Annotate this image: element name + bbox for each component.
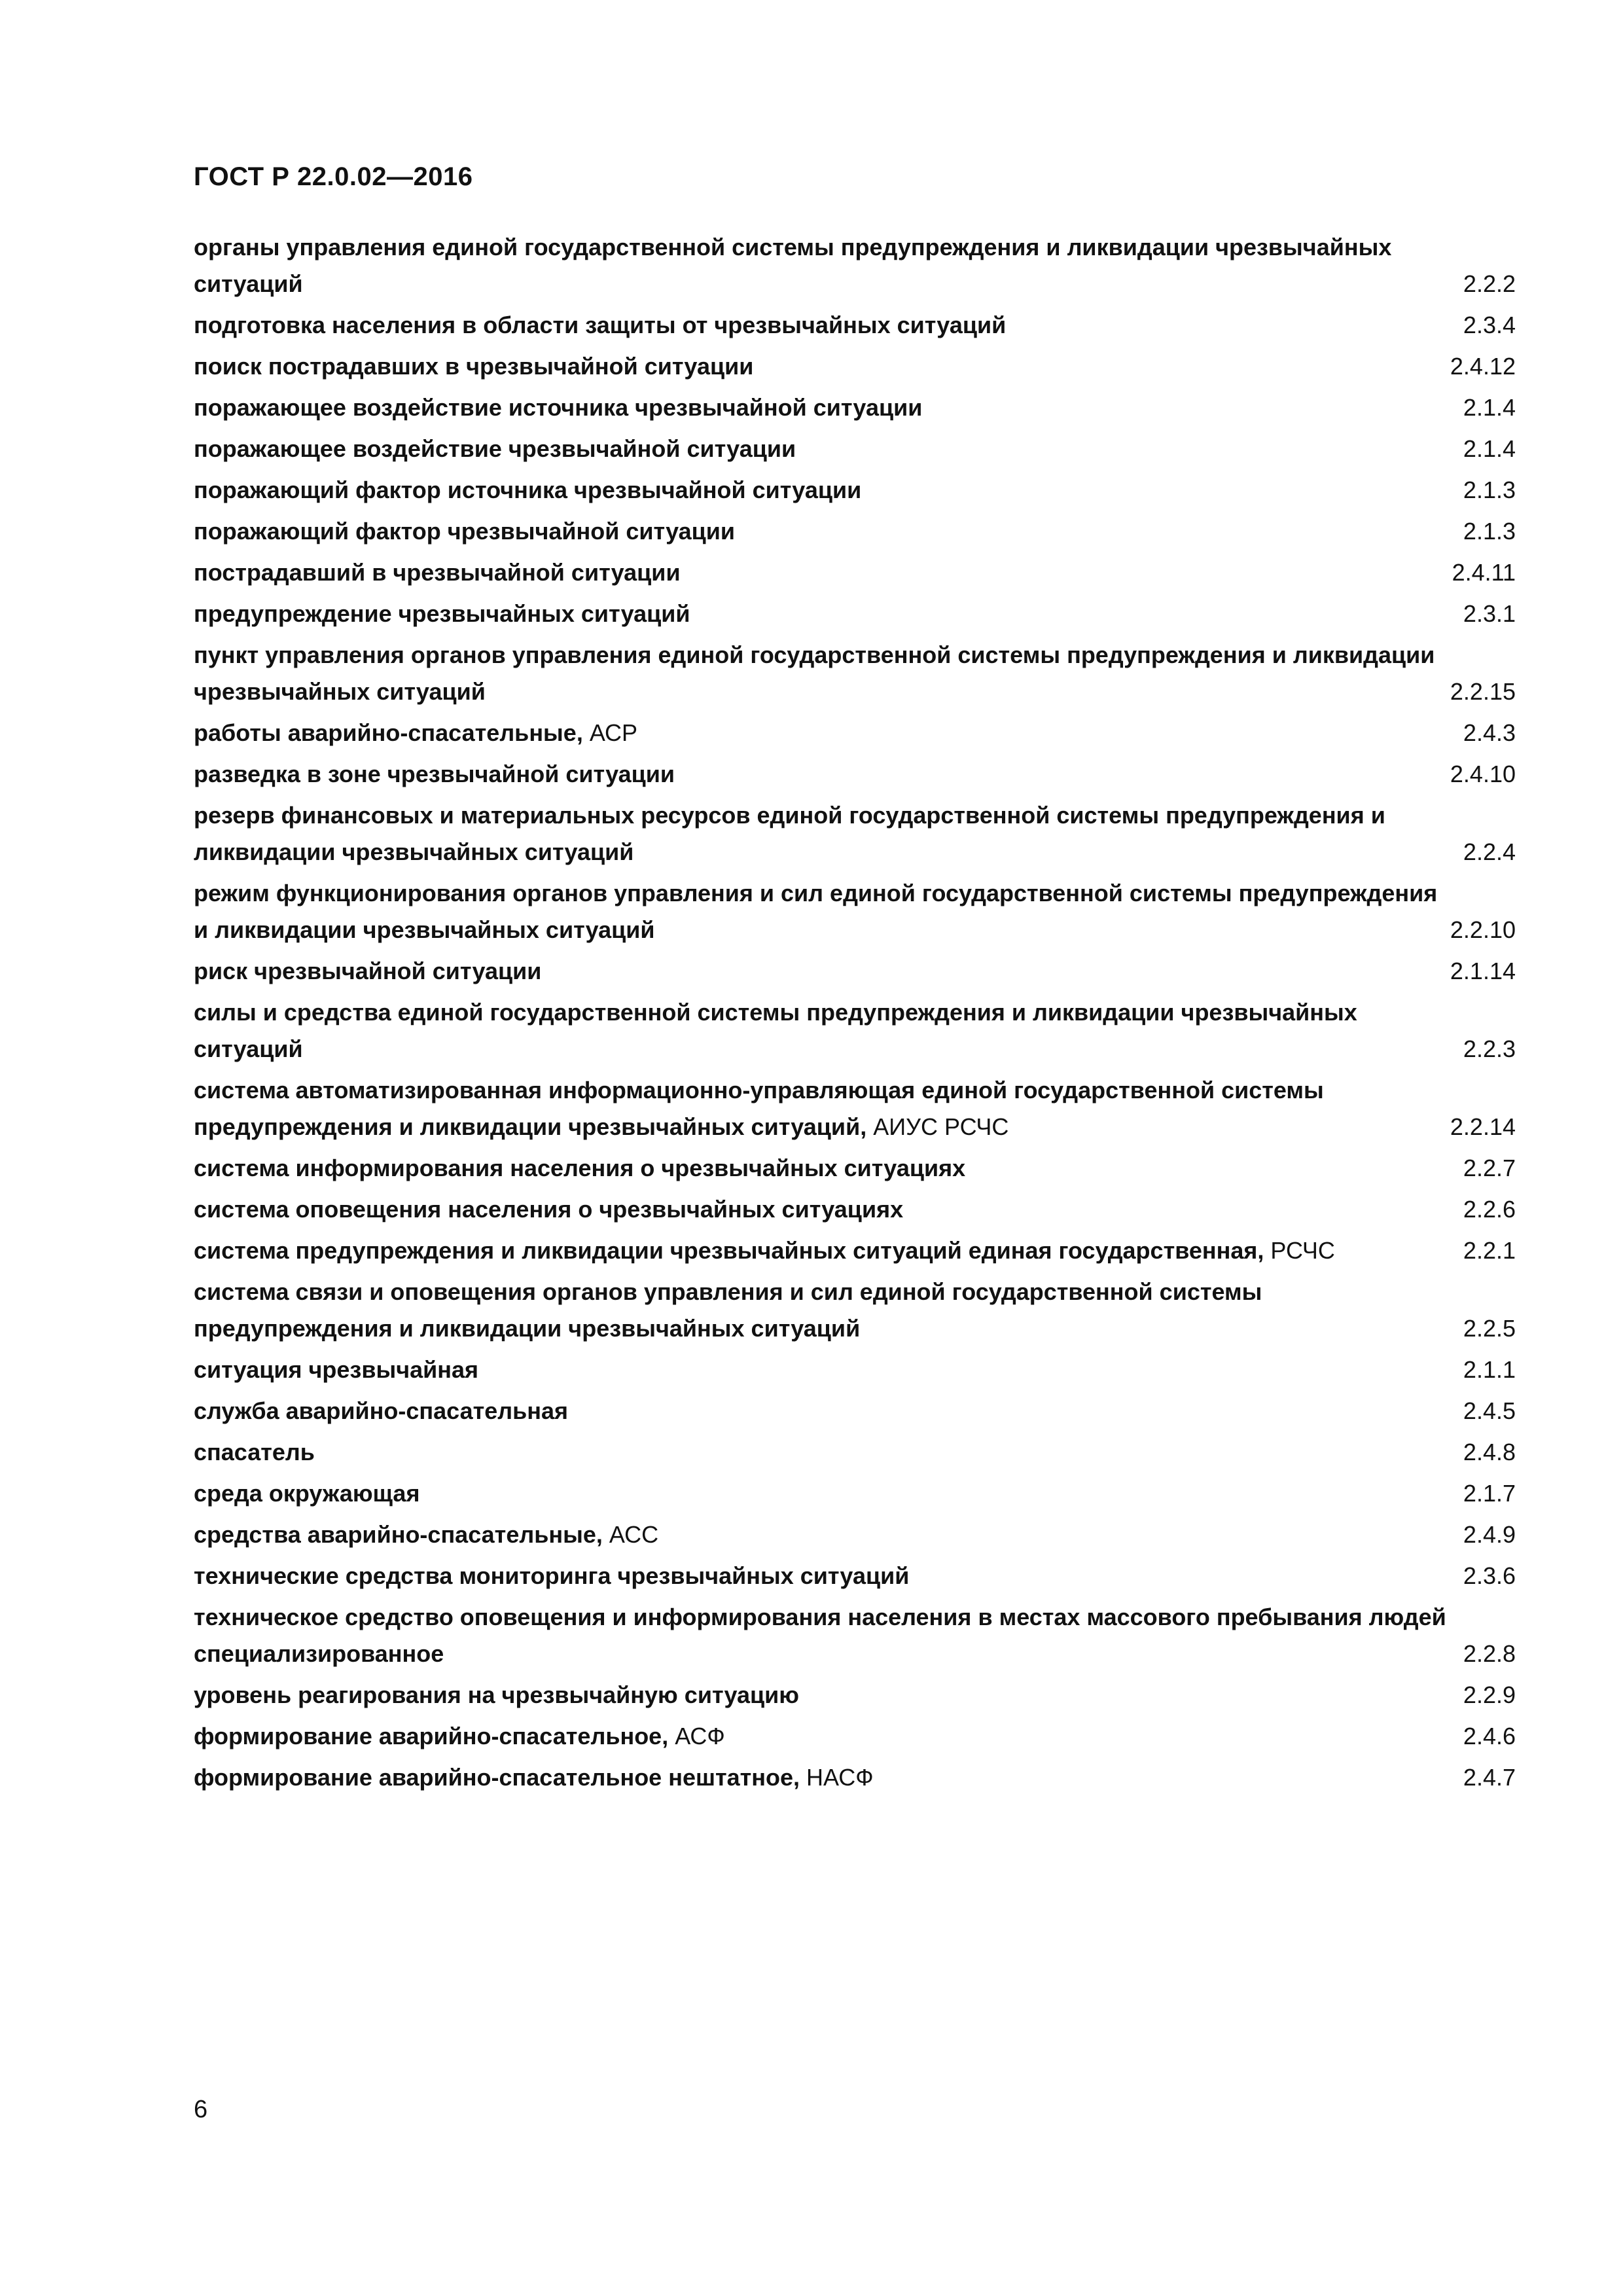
entry-term: пострадавший в чрезвычайной ситуации bbox=[194, 559, 681, 586]
entry-text bbox=[194, 1475, 1450, 1512]
entry-term: формирование аварийно-спасательное, bbox=[194, 1723, 669, 1749]
entry-term: резерв финансовых и материальных ресурсов единой государственной системы предупреждения и ликвидации чрезвычайных ситуаций bbox=[194, 802, 1385, 865]
index-entry bbox=[194, 994, 1516, 1067]
page-number: 6 bbox=[194, 2096, 208, 2123]
entry-term: предупреждение чрезвычайных ситуаций bbox=[194, 600, 690, 627]
entry-term: поражающее воздействие чрезвычайной ситуации bbox=[194, 435, 796, 462]
entry-term: поражающий фактор чрезвычайной ситуации bbox=[194, 518, 736, 545]
entry-section-ref: 2.2.10 bbox=[1450, 916, 1516, 943]
document-header: ГОСТ Р 22.0.02—2016 bbox=[194, 162, 473, 191]
index-entry bbox=[194, 472, 1516, 509]
entry-term: пункт управления органов управления единой государственной системы предупреждения и ликвидации чрезвычайных ситуаций bbox=[194, 641, 1435, 705]
index-entry bbox=[194, 1516, 1516, 1553]
index-entry bbox=[194, 1191, 1516, 1228]
index-entry bbox=[194, 431, 1516, 467]
entry-text bbox=[194, 554, 1450, 591]
entry-term: подготовка населения в области защиты от чрезвычайных ситуаций bbox=[194, 312, 1007, 338]
entry-term: формирование аварийно-спасательное нештатное, bbox=[194, 1764, 800, 1791]
entry-text bbox=[194, 431, 1450, 467]
entry-term: поиск пострадавших в чрезвычайной ситуации bbox=[194, 353, 754, 380]
entry-abbreviation: АСФ bbox=[668, 1723, 725, 1749]
entry-text bbox=[194, 1599, 1450, 1672]
entry-text bbox=[194, 1516, 1450, 1553]
index-entry bbox=[194, 715, 1516, 751]
entry-term: силы и средства единой государственной системы предупреждения и ликвидации чрезвычайных ситуаций bbox=[194, 999, 1357, 1062]
entry-text bbox=[194, 756, 1450, 793]
index-entry bbox=[194, 554, 1516, 591]
entry-text bbox=[194, 797, 1450, 870]
index-entry bbox=[194, 1274, 1516, 1347]
index-entry bbox=[194, 875, 1516, 948]
entry-text bbox=[194, 1150, 1450, 1187]
entry-section-ref: 2.4.7 bbox=[1463, 1764, 1516, 1791]
entry-section-ref: 2.4.3 bbox=[1463, 719, 1516, 746]
index-entry bbox=[194, 513, 1516, 550]
entry-section-ref: 2.4.11 bbox=[1452, 559, 1516, 586]
entry-section-ref: 2.2.15 bbox=[1450, 678, 1516, 705]
entry-text bbox=[194, 1393, 1450, 1429]
entry-text bbox=[194, 1434, 1450, 1471]
term-index-list bbox=[194, 229, 1516, 1801]
entry-term: поражающий фактор источника чрезвычайной ситуации bbox=[194, 476, 862, 503]
entry-term: система оповещения населения о чрезвычайных ситуациях bbox=[194, 1196, 904, 1223]
entry-text bbox=[194, 596, 1450, 632]
entry-section-ref: 2.2.1 bbox=[1463, 1237, 1516, 1264]
index-entry bbox=[194, 637, 1516, 710]
entry-term: режим функционирования органов управления и сил единой государственной системы предупреждения и ликвидации чрезвычайных ситуаций bbox=[194, 880, 1438, 943]
entry-text bbox=[194, 1558, 1450, 1594]
entry-text bbox=[194, 307, 1450, 344]
index-entry bbox=[194, 1677, 1516, 1713]
entry-text bbox=[194, 1759, 1450, 1796]
entry-section-ref: 2.1.7 bbox=[1463, 1480, 1516, 1507]
entry-text bbox=[194, 1191, 1450, 1228]
entry-section-ref: 2.1.14 bbox=[1450, 958, 1516, 984]
entry-term: средства аварийно-спасательные, bbox=[194, 1521, 603, 1548]
entry-text bbox=[194, 1718, 1450, 1755]
entry-text bbox=[194, 1677, 1450, 1713]
entry-section-ref: 2.2.5 bbox=[1463, 1315, 1516, 1342]
entry-term: среда окружающая bbox=[194, 1480, 420, 1507]
entry-text bbox=[194, 513, 1450, 550]
entry-term: разведка в зоне чрезвычайной ситуации bbox=[194, 761, 675, 787]
index-entry bbox=[194, 1558, 1516, 1594]
entry-section-ref: 2.3.6 bbox=[1463, 1562, 1516, 1589]
entry-term: поражающее воздействие источника чрезвычайной ситуации bbox=[194, 394, 923, 421]
entry-text bbox=[194, 637, 1450, 710]
entry-term: ситуация чрезвычайная bbox=[194, 1356, 479, 1383]
entry-section-ref: 2.2.7 bbox=[1463, 1155, 1516, 1181]
index-entry bbox=[194, 1434, 1516, 1471]
entry-term: система автоматизированная информационно-управляющая единой государственной системы предупреждения и ликвидации чрезвычайных ситуаций, bbox=[194, 1077, 1324, 1140]
entry-text bbox=[194, 994, 1450, 1067]
entry-abbreviation: АИУС РСЧС bbox=[866, 1113, 1009, 1140]
entry-term: система предупреждения и ликвидации чрезвычайных ситуаций единая государственная, bbox=[194, 1237, 1264, 1264]
entry-term: система связи и оповещения органов управления и сил единой государственной системы предупреждения и ликвидации чрезвычайных ситуаций bbox=[194, 1278, 1262, 1342]
entry-term: органы управления единой государственной системы предупреждения и ликвидации чрезвычайных ситуаций bbox=[194, 234, 1392, 297]
entry-section-ref: 2.1.3 bbox=[1463, 476, 1516, 503]
entry-term: уровень реагирования на чрезвычайную ситуацию bbox=[194, 1681, 800, 1708]
entry-section-ref: 2.1.1 bbox=[1463, 1356, 1516, 1383]
index-entry bbox=[194, 348, 1516, 385]
entry-term: система информирования населения о чрезвычайных ситуациях bbox=[194, 1155, 966, 1181]
index-entry bbox=[194, 596, 1516, 632]
entry-text bbox=[194, 348, 1450, 385]
index-entry bbox=[194, 797, 1516, 870]
entry-section-ref: 2.2.8 bbox=[1463, 1640, 1516, 1667]
index-entry bbox=[194, 1599, 1516, 1672]
entry-section-ref: 2.4.12 bbox=[1450, 353, 1516, 380]
entry-text bbox=[194, 715, 1450, 751]
entry-section-ref: 2.2.9 bbox=[1463, 1681, 1516, 1708]
entry-section-ref: 2.1.3 bbox=[1463, 518, 1516, 545]
entry-section-ref: 2.4.5 bbox=[1463, 1397, 1516, 1424]
entry-text bbox=[194, 1072, 1450, 1145]
entry-term: служба аварийно-спасательная bbox=[194, 1397, 569, 1424]
entry-section-ref: 2.2.14 bbox=[1450, 1113, 1516, 1140]
index-entry bbox=[194, 1393, 1516, 1429]
entry-text bbox=[194, 1232, 1450, 1269]
entry-text bbox=[194, 472, 1450, 509]
index-entry bbox=[194, 1232, 1516, 1269]
index-entry bbox=[194, 389, 1516, 426]
entry-section-ref: 2.4.6 bbox=[1463, 1723, 1516, 1749]
entry-section-ref: 2.2.2 bbox=[1463, 270, 1516, 297]
index-entry bbox=[194, 1352, 1516, 1388]
entry-term: риск чрезвычайной ситуации bbox=[194, 958, 542, 984]
index-entry bbox=[194, 307, 1516, 344]
entry-abbreviation: НАСФ bbox=[800, 1764, 874, 1791]
entry-term: техническое средство оповещения и информирования населения в местах массового пребывания людей специализированное bbox=[194, 1604, 1446, 1667]
index-entry bbox=[194, 1150, 1516, 1187]
index-entry bbox=[194, 229, 1516, 302]
entry-section-ref: 2.3.4 bbox=[1463, 312, 1516, 338]
entry-section-ref: 2.2.3 bbox=[1463, 1035, 1516, 1062]
index-entry bbox=[194, 1475, 1516, 1512]
index-entry bbox=[194, 1759, 1516, 1796]
index-entry bbox=[194, 953, 1516, 990]
entry-section-ref: 2.2.4 bbox=[1463, 838, 1516, 865]
entry-text bbox=[194, 1274, 1450, 1347]
entry-text bbox=[194, 229, 1450, 302]
entry-text bbox=[194, 953, 1450, 990]
entry-text bbox=[194, 875, 1450, 948]
entry-section-ref: 2.1.4 bbox=[1463, 435, 1516, 462]
entry-section-ref: 2.4.10 bbox=[1450, 761, 1516, 787]
entry-abbreviation: АСР bbox=[582, 719, 638, 746]
entry-section-ref: 2.3.1 bbox=[1463, 600, 1516, 627]
entry-text bbox=[194, 1352, 1450, 1388]
entry-section-ref: 2.4.9 bbox=[1463, 1521, 1516, 1548]
entry-section-ref: 2.4.8 bbox=[1463, 1439, 1516, 1465]
entry-text bbox=[194, 389, 1450, 426]
entry-abbreviation: АСС bbox=[602, 1521, 659, 1548]
entry-section-ref: 2.1.4 bbox=[1463, 394, 1516, 421]
entry-term: технические средства мониторинга чрезвычайных ситуаций bbox=[194, 1562, 910, 1589]
entry-section-ref: 2.2.6 bbox=[1463, 1196, 1516, 1223]
entry-term: работы аварийно-спасательные, bbox=[194, 719, 583, 746]
index-entry bbox=[194, 1718, 1516, 1755]
entry-abbreviation: РСЧС bbox=[1264, 1237, 1335, 1264]
index-entry bbox=[194, 756, 1516, 793]
index-entry bbox=[194, 1072, 1516, 1145]
entry-term: спасатель bbox=[194, 1439, 315, 1465]
